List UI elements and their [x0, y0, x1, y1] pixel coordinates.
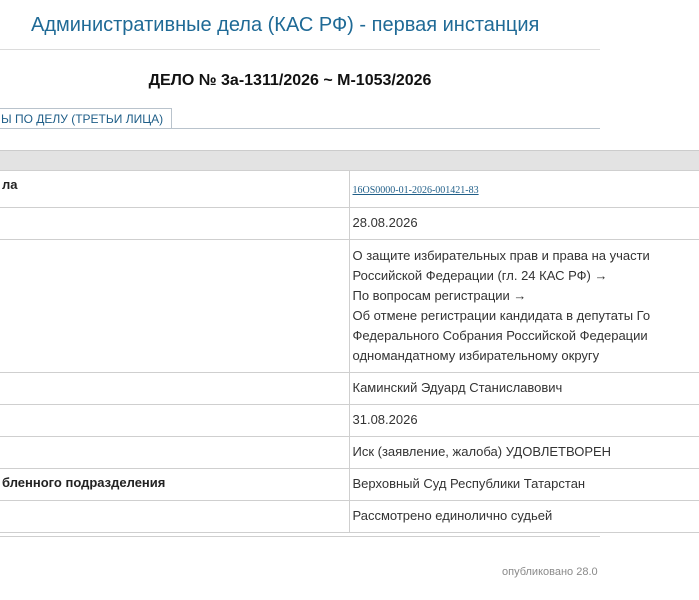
court-header [0, 0, 600, 50]
division-value: Верховный Суд Республики Татарстан [349, 469, 699, 501]
category-line: По вопросам регистрации → [352, 288, 527, 303]
table-row [0, 469, 699, 501]
table-row [0, 240, 699, 373]
table-row [0, 208, 699, 240]
decision-date-value: 31.08.2026 [349, 405, 699, 437]
date-received-label [0, 208, 349, 240]
table-header-row [0, 151, 699, 171]
composition-label [0, 501, 349, 533]
category-line: О защите избирательных прав и права на участи [352, 248, 650, 263]
tab-third-parties[interactable]: Ы ПО ДЕЛУ (ТРЕТЬИ ЛИЦА) [0, 108, 172, 128]
category-label [0, 240, 349, 373]
tab-divider [0, 128, 600, 129]
result-label [0, 437, 349, 469]
court-title: Административные дела (КАС РФ) - первая инстанция [31, 14, 540, 36]
date-received-value: 28.08.2026 [349, 208, 699, 240]
judge-value: Каминский Эдуард Станиславович [349, 373, 699, 405]
table-row [0, 171, 699, 208]
case-info-table [0, 150, 699, 533]
category-line: Федерального Собрания Российской Федерации [352, 328, 648, 343]
division-label: бленного подразделения [0, 469, 349, 501]
bottom-divider [0, 536, 600, 537]
published-note: опубликовано 28.0 [502, 566, 598, 578]
case-title: ДЕЛО № 3а-1311/2026 ~ М-1053/2026 [148, 72, 432, 89]
composition-value: Рассмотрено единолично судьей [349, 501, 699, 533]
uid-label: ла [0, 171, 349, 208]
table-row [0, 405, 699, 437]
result-value: Иск (заявление, жалоба) УДОВЛЕТВОРЕН [349, 437, 699, 469]
uid-link[interactable]: 16OS0000-01-2026-001421-83 [352, 185, 479, 196]
judge-label [0, 373, 349, 405]
table-row [0, 437, 699, 469]
table-row [0, 501, 699, 533]
decision-date-label [0, 405, 349, 437]
category-line: Об отмене регистрации кандидата в депутаты Го [352, 308, 651, 323]
category-line: Российской Федерации (гл. 24 КАС РФ) → [352, 268, 608, 283]
category-line: одномандатному избирательному округу [352, 348, 600, 363]
category-value [349, 240, 699, 373]
table-header-cell [0, 151, 699, 171]
uid-value-cell [349, 171, 699, 208]
table-row [0, 373, 699, 405]
